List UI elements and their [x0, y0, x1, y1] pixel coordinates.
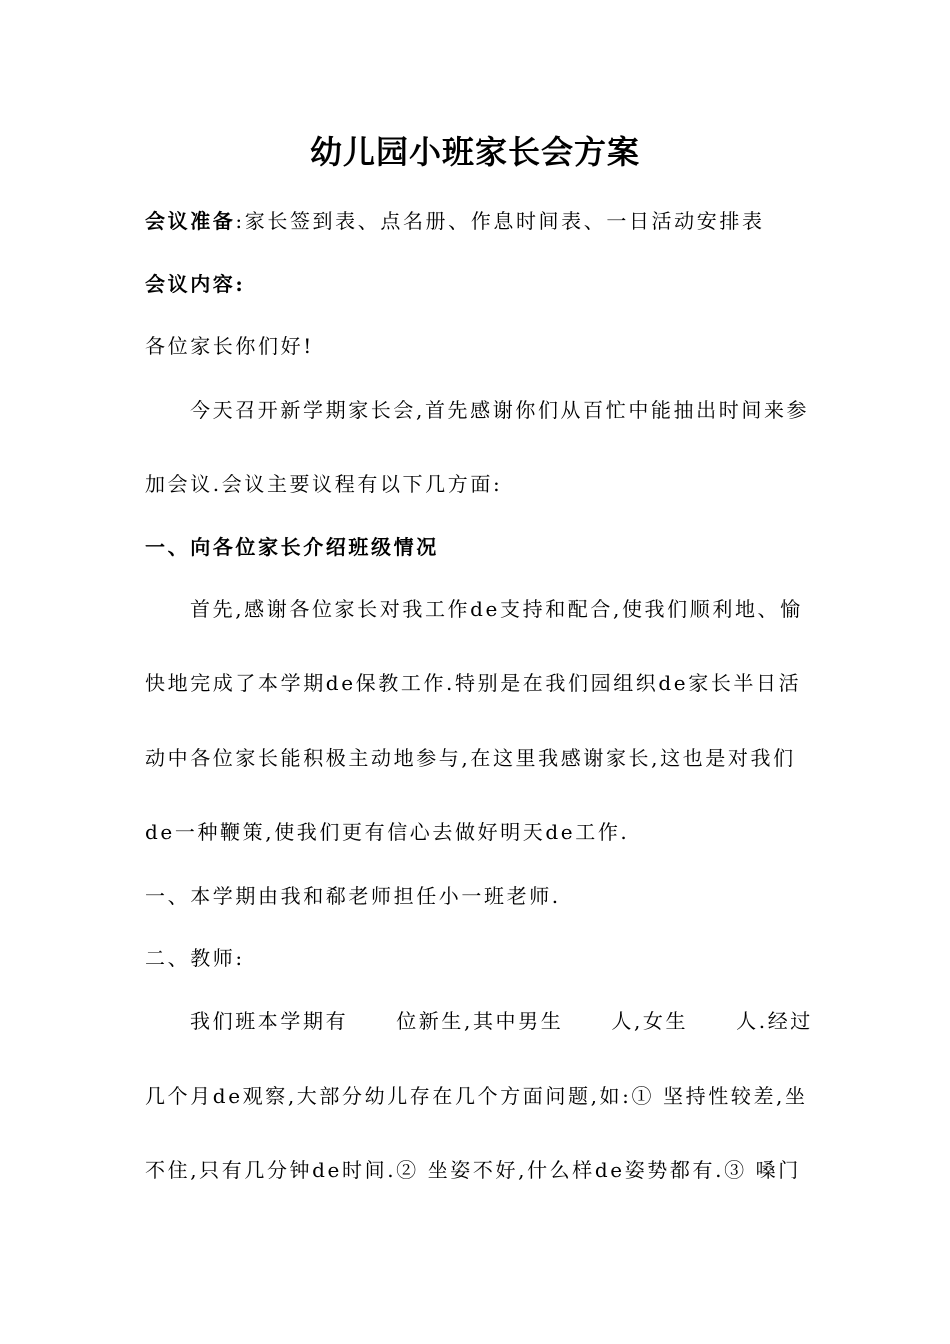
item-2: 二、教师: — [145, 946, 245, 970]
section-1-heading: 一、向各位家长介绍班级情况 — [145, 535, 439, 559]
observation-line-2: 不住,只有几分钟de时间.② 坐姿不好,什么样de姿势都有.③ 嗓门 — [145, 1158, 801, 1182]
page-title: 幼儿园小班家长会方案 — [309, 133, 640, 171]
intro-line-2: 加会议.会议主要议程有以下几方面: — [145, 472, 503, 496]
students-part-1: 我们班本学期有 — [190, 1009, 349, 1033]
observation-line-1: 几个月de观察,大部分幼儿存在几个方面问题,如:① 坚持性较差,坐 — [145, 1084, 808, 1108]
students-part-3: 人,女生 — [611, 1009, 689, 1033]
intro-line-1: 今天召开新学期家长会,首先感谢你们从百忙中能抽出时间来参 — [190, 398, 810, 422]
students-part-2: 位新生,其中男生 — [396, 1009, 564, 1033]
students-line — [190, 1007, 813, 1035]
students-part-4: 人.经过 — [736, 1009, 813, 1033]
thanks-line-3: 动中各位家长能积极主动地参与,在这里我感谢家长,这也是对我们 — [145, 746, 796, 770]
thanks-line-2: 快地完成了本学期de保教工作.特别是在我们园组织de家长半日活 — [145, 671, 802, 695]
thanks-line-4: de一种鞭策,使我们更有信心去做好明天de工作. — [145, 820, 630, 844]
meeting-prep-label: 会议准备 — [145, 209, 236, 233]
greeting: 各位家长你们好! — [145, 334, 314, 358]
thanks-line-1: 首先,感谢各位家长对我工作de支持和配合,使我们顺利地、愉 — [190, 597, 803, 621]
item-1: 一、本学期由我和郗老师担任小一班老师. — [145, 884, 561, 908]
meeting-prep-line — [145, 207, 765, 235]
meeting-content-label: 会议内容: — [145, 272, 246, 296]
meeting-prep-text: :家长签到表、点名册、作息时间表、一日活动安排表 — [235, 209, 765, 233]
